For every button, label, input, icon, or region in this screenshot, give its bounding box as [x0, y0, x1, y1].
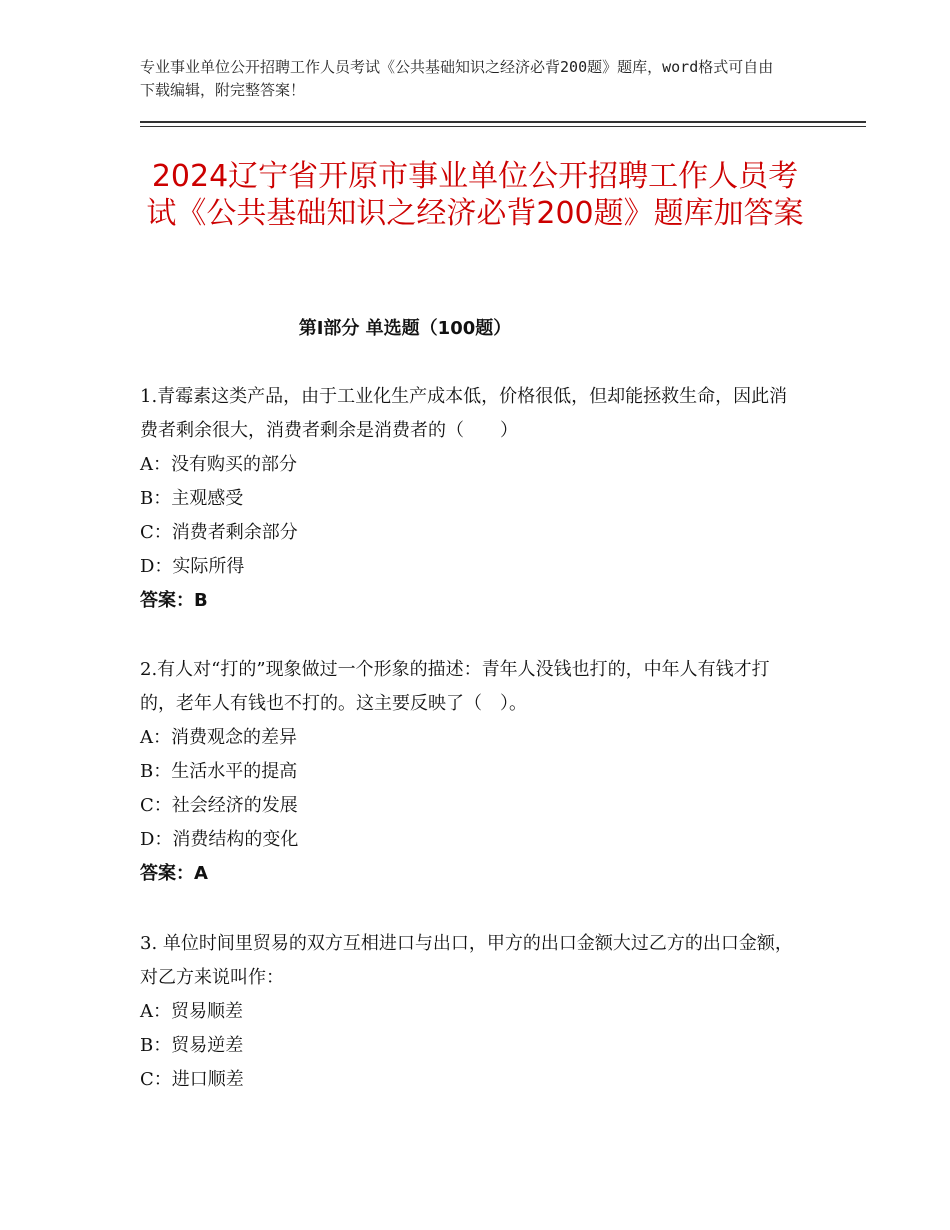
option-d: D：消费结构的变化 — [140, 829, 299, 850]
document-title: 2024辽宁省开原市事业单位公开招聘工作人员考试《公共基础知识之经济必背200题》题库加答案 — [146, 159, 804, 231]
header-divider-thick — [140, 121, 866, 123]
answer: 答案：B — [140, 590, 208, 611]
question-stem: 1.青霉素这类产品，由于工业化生产成本低，价格很低，但却能拯救生命，因此消费者剩余很大，消费者剩余是消费者的（ ） — [140, 386, 788, 441]
question-stem: 2.有人对“打的”现象做过一个形象的描述：青年人没钱也打的，中年人有钱才打的，老年人有钱也不打的。这主要反映了（ ）。 — [140, 659, 770, 714]
option-b: B：贸易逆差 — [140, 1035, 244, 1056]
option-a: A：贸易顺差 — [140, 1001, 243, 1022]
section-title: 第Ⅰ部分 单选题（100题） — [298, 318, 512, 339]
question-2 — [140, 653, 800, 891]
option-a: A：消费观念的差异 — [140, 727, 297, 748]
question-3 — [140, 927, 800, 1097]
option-d: D：实际所得 — [140, 556, 245, 577]
option-b: B：主观感受 — [140, 488, 244, 509]
question-stem: 3. 单位时间里贸易的双方互相进口与出口，甲方的出口金额大过乙方的出口金额，对乙方来说叫作： — [140, 933, 793, 988]
option-b: B：生活水平的提高 — [140, 761, 298, 782]
option-c: C：社会经济的发展 — [140, 795, 298, 816]
option-c: C：进口顺差 — [140, 1069, 244, 1090]
option-c: C：消费者剩余部分 — [140, 522, 298, 543]
question-1 — [140, 380, 800, 618]
header-note: 专业事业单位公开招聘工作人员考试《公共基础知识之经济必背200题》题库，word格式可自由下载编辑，附完整答案！ — [140, 58, 774, 99]
answer: 答案：A — [140, 863, 208, 884]
option-a: A：没有购买的部分 — [140, 454, 297, 475]
header-divider-thin — [140, 126, 866, 127]
